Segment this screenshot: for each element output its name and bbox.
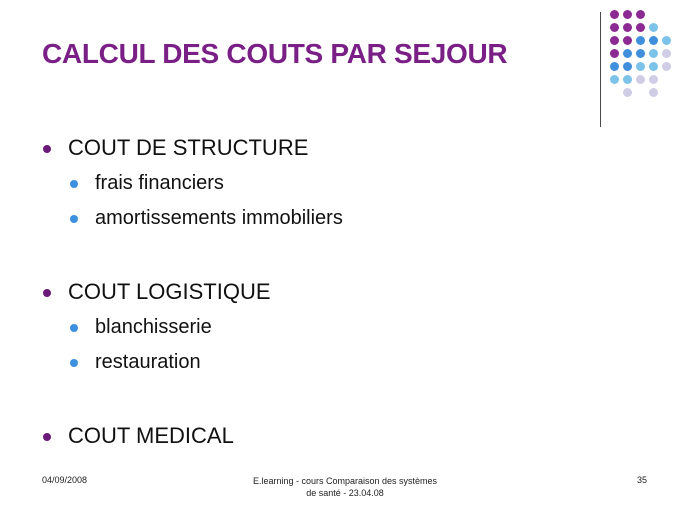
decorative-dot-icon	[610, 62, 619, 71]
decorative-dot-icon	[623, 88, 632, 97]
sub-bullet-dot-icon	[70, 180, 78, 188]
decorative-dot-icon	[636, 49, 645, 58]
sub-bullet-text: frais financiers	[95, 172, 224, 194]
title-divider	[600, 12, 601, 127]
footer-course-info	[230, 475, 460, 499]
bullet-dot-icon	[43, 433, 51, 441]
sub-bullet-text: blanchisserie	[95, 316, 212, 338]
sub-bullet-item	[40, 166, 580, 201]
section-structure	[40, 130, 580, 236]
sub-bullet-dot-icon	[70, 215, 78, 223]
footer-course-line: E.learning - cours Comparaison des systèmes	[252, 476, 438, 486]
decorative-dot-icon	[623, 62, 632, 71]
decorative-dot-icon	[649, 36, 658, 45]
slide-content	[40, 130, 580, 454]
sub-bullet-dot-icon	[70, 324, 78, 332]
footer-course-line: de santé - 23.04.08	[306, 488, 384, 498]
slide-title: CALCUL DES COUTS PAR SEJOUR	[42, 38, 508, 69]
footer-date: 04/09/2008	[42, 475, 88, 485]
decorative-dot-icon	[610, 49, 619, 58]
bullet-item	[40, 130, 580, 166]
sub-bullet-item	[40, 310, 580, 345]
bullet-item	[40, 274, 580, 310]
decorative-dot-icon	[649, 49, 658, 58]
decorative-dot-icon	[610, 36, 619, 45]
decorative-dot-icon	[662, 36, 671, 45]
bullet-text: COUT MEDICAL	[68, 423, 234, 448]
decorative-dot-icon	[623, 49, 632, 58]
decorative-dot-icon	[636, 75, 645, 84]
decorative-dot-icon	[610, 10, 619, 19]
footer-page-number: 35	[637, 475, 648, 485]
sub-bullet-item	[40, 345, 580, 380]
decorative-dot-icon	[623, 36, 632, 45]
decorative-dot-icon	[623, 23, 632, 32]
sub-bullet-item	[40, 201, 580, 236]
decorative-dot-icon	[636, 62, 645, 71]
decorative-dot-icon	[662, 49, 671, 58]
bullet-item	[40, 418, 580, 454]
decorative-dot-icon	[649, 88, 658, 97]
bullet-text: COUT DE STRUCTURE	[68, 135, 309, 160]
decorative-dot-icon	[610, 75, 619, 84]
decorative-dot-icon	[649, 62, 658, 71]
decorative-dot-icon	[610, 23, 619, 32]
decorative-dot-icon	[636, 10, 645, 19]
decorative-dot-icon	[649, 23, 658, 32]
bullet-text: COUT LOGISTIQUE	[68, 279, 271, 304]
section-medical	[40, 418, 580, 454]
decorative-dot-icon	[636, 36, 645, 45]
decorative-dot-icon	[662, 62, 671, 71]
sub-bullet-text: restauration	[95, 351, 201, 373]
decorative-dot-icon	[623, 75, 632, 84]
bullet-dot-icon	[43, 289, 51, 297]
section-logistique	[40, 274, 580, 380]
decorative-dot-icon	[649, 75, 658, 84]
decorative-dot-icon	[636, 23, 645, 32]
sub-bullet-text: amortissements immobiliers	[95, 207, 343, 229]
bullet-dot-icon	[43, 145, 51, 153]
decorative-dot-icon	[623, 10, 632, 19]
sub-bullet-dot-icon	[70, 359, 78, 367]
decorative-dot-grid	[610, 10, 685, 110]
